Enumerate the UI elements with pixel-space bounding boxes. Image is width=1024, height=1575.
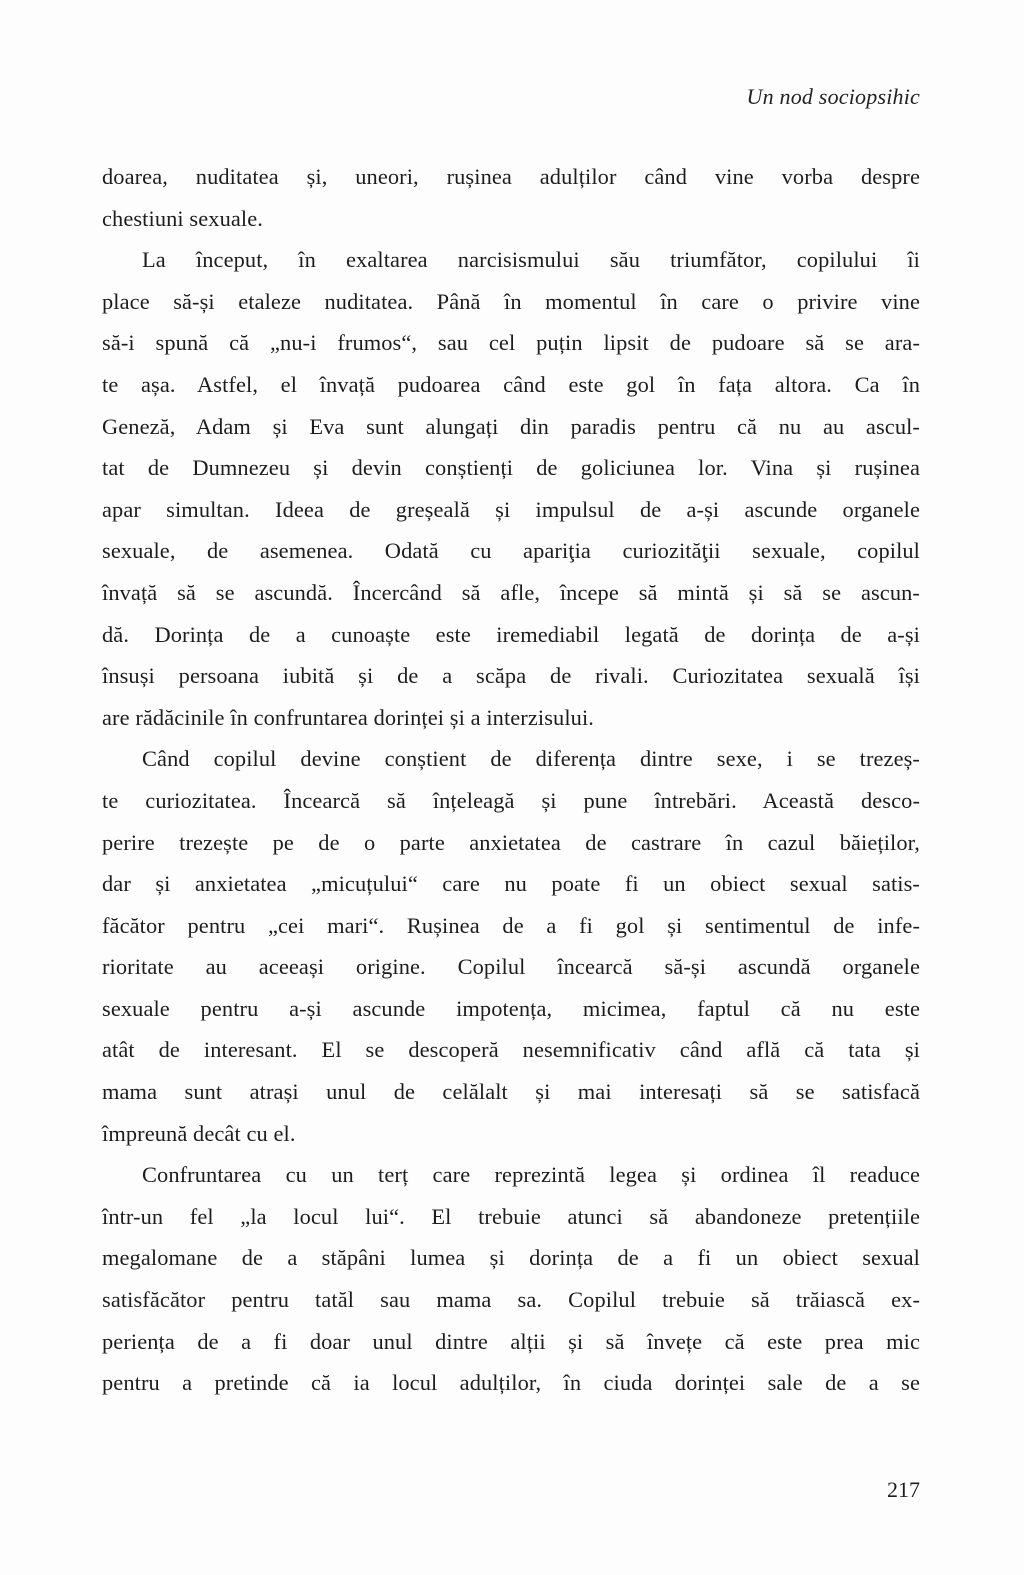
paragraph — [102, 738, 920, 1154]
text-line: te curiozitatea. Încearcă să înțeleagă și pune întrebări. Această desco- — [102, 787, 920, 813]
text-line: sexuale pentru a-și ascunde impotența, micimea, faptul că nu este — [102, 995, 920, 1021]
text-line: pentru a pretinde că ia locul adulților, în ciuda dorinței sale de a se — [102, 1370, 920, 1396]
text-line: împreună decât cu el. — [102, 1120, 296, 1146]
text-line: te așa. Astfel, el învață pudoarea când este gol în fața altora. Ca în — [102, 371, 920, 397]
text-line: mama sunt atrași unul de celălalt și mai interesați să se satisfacă — [102, 1079, 920, 1105]
text-line: dar și anxietatea „micuțului“ care nu poate fi un obiect sexual satis- — [102, 871, 920, 897]
text-line: place să-și etaleze nuditatea. Până în momentul în care o privire vine — [102, 288, 920, 314]
text-line: învață să se ascundă. Încercând să afle, începe să mintă și să se ascun- — [102, 579, 920, 605]
text-line: Geneză, Adam și Eva sunt alungați din paradis pentru că nu au ascul- — [102, 413, 920, 439]
running-header: Un nod sociopsihic — [746, 84, 920, 109]
text-line: făcător pentru „cei mari“. Rușinea de a fi gol și sentimentul de infe- — [102, 912, 920, 938]
text-line: tat de Dumnezeu și devin conștienți de goliciunea lor. Vina și rușinea — [102, 455, 920, 481]
text-line: atât de interesant. El se descoperă nesemnificativ când află că tata și — [102, 1037, 920, 1063]
text-line: să-i spună că „nu-i frumos“, sau cel puțin lipsit de pudoare să se ara- — [102, 330, 920, 356]
text-line: însuși persoana iubită și de a scăpa de rivali. Curiozitatea sexuală își — [102, 663, 920, 689]
text-line: Confruntarea cu un terț care reprezintă legea și ordinea îl readuce — [142, 1162, 920, 1188]
text-line: megalomane de a stăpâni lumea și dorința de a fi un obiect sexual — [102, 1245, 920, 1271]
paragraph — [102, 239, 920, 738]
text-line: rioritate au aceeași origine. Copilul încearcă să-și ascundă organele — [102, 954, 920, 980]
text-line: Când copilul devine conștient de diferența dintre sexe, i se trezeș- — [142, 746, 920, 772]
text-line: apar simultan. Ideea de greșeală și impulsul de a-și ascunde organele — [102, 496, 920, 522]
text-line: La început, în exaltarea narcisismului său triumfător, copilului îi — [142, 247, 920, 273]
text-line: chestiuni sexuale. — [102, 205, 263, 231]
paragraph — [102, 1154, 920, 1404]
page-number: 217 — [887, 1477, 920, 1502]
text-line: perire trezește pe de o parte anxietatea de castrare în cazul băieților, — [102, 829, 920, 855]
text-line: într-un fel „la locul lui“. El trebuie atunci să abandoneze pretențiile — [102, 1203, 920, 1229]
paragraph — [102, 156, 920, 239]
text-line: are rădăcinile în confruntarea dorinței și a interzisului. — [102, 704, 594, 730]
text-line: dă. Dorința de a cunoaște este iremediabil legată de dorința de a-și — [102, 621, 920, 647]
body-text — [102, 156, 920, 1404]
text-line: sexuale, de asemenea. Odată cu apariţia curiozităţii sexuale, copilul — [102, 538, 920, 564]
text-line: periența de a fi doar unul dintre alții și să învețe că este prea mic — [102, 1328, 920, 1354]
text-line: satisfăcător pentru tatăl sau mama sa. Copilul trebuie să trăiască ex- — [102, 1287, 920, 1313]
text-line: doarea, nuditatea și, uneori, rușinea adulților când vine vorba despre — [102, 164, 920, 189]
